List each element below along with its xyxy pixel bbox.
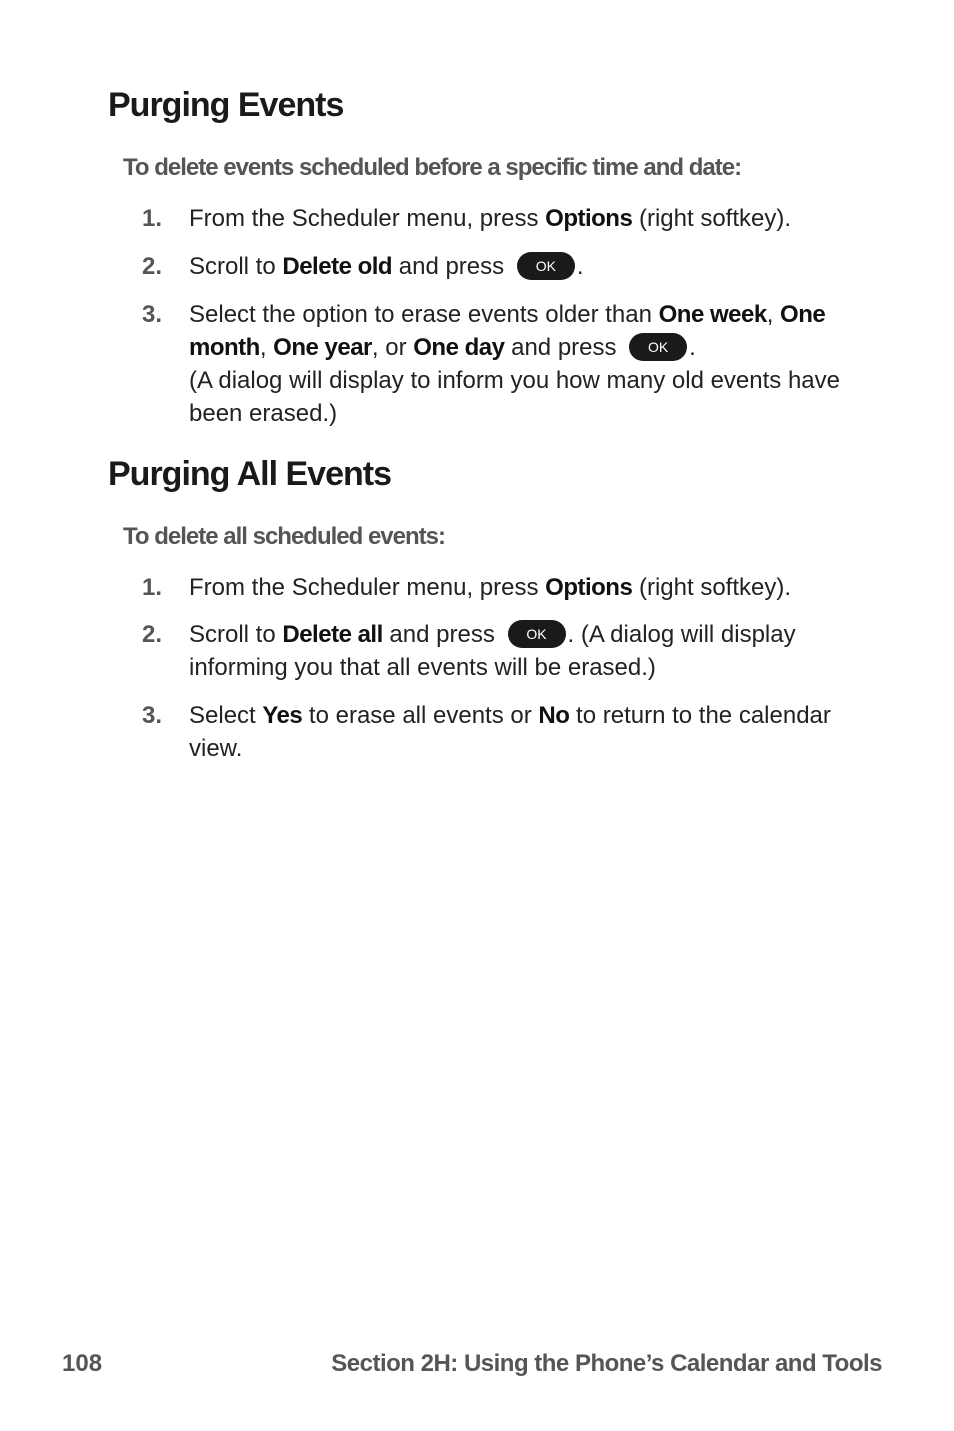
one-year-keyword: One year bbox=[273, 334, 372, 361]
section-title-purging-events: Purging Events bbox=[108, 86, 344, 124]
step-note: (A dialog will display to inform you how many old events have been erased.) bbox=[189, 367, 840, 427]
step-text: From the Scheduler menu, press Options (right softkey). bbox=[189, 205, 792, 232]
delete-old-keyword: Delete old bbox=[282, 253, 393, 280]
options-keyword: Options bbox=[545, 574, 633, 601]
step-number: 2. bbox=[142, 253, 163, 280]
one-day-keyword: One day bbox=[413, 334, 505, 361]
step-text: Select Yes to erase all events or No to return to the calendar view. bbox=[189, 702, 831, 762]
ok-key-icon: OK bbox=[508, 620, 566, 648]
step-number: 1. bbox=[142, 574, 163, 601]
step-number: 1. bbox=[142, 205, 163, 232]
options-keyword: Options bbox=[545, 205, 633, 232]
step-text: Select the option to erase events older than One week, One month, One year, or One day and press OK . (A dialog will display to inform you how many old events have been erased.) bbox=[189, 301, 840, 427]
delete-all-keyword: Delete all bbox=[282, 621, 383, 648]
no-keyword: No bbox=[538, 702, 570, 729]
footer-section-title: Section 2H: Using the Phone’s Calendar and Tools bbox=[331, 1350, 882, 1377]
section-subtitle: To delete events scheduled before a specific time and date: bbox=[123, 154, 742, 181]
one-week-keyword: One week bbox=[658, 301, 767, 328]
page-number: 108 bbox=[62, 1350, 103, 1377]
step-text: From the Scheduler menu, press Options (right softkey). bbox=[189, 574, 792, 601]
section-title-purging-all-events: Purging All Events bbox=[108, 455, 392, 493]
step-number: 2. bbox=[142, 621, 163, 648]
one-month-keyword: One month bbox=[189, 301, 826, 361]
step-number: 3. bbox=[142, 301, 163, 328]
step-text: Scroll to Delete all and press OK . (A dialog will display informing you that all events will be erased.) bbox=[189, 621, 796, 681]
step-text: Scroll to Delete old and press OK . bbox=[189, 253, 584, 280]
step-number: 3. bbox=[142, 702, 163, 729]
yes-keyword: Yes bbox=[262, 702, 303, 729]
section-subtitle: To delete all scheduled events: bbox=[123, 523, 445, 550]
ok-key-icon: OK bbox=[629, 333, 687, 361]
ok-key-icon: OK bbox=[517, 252, 575, 280]
